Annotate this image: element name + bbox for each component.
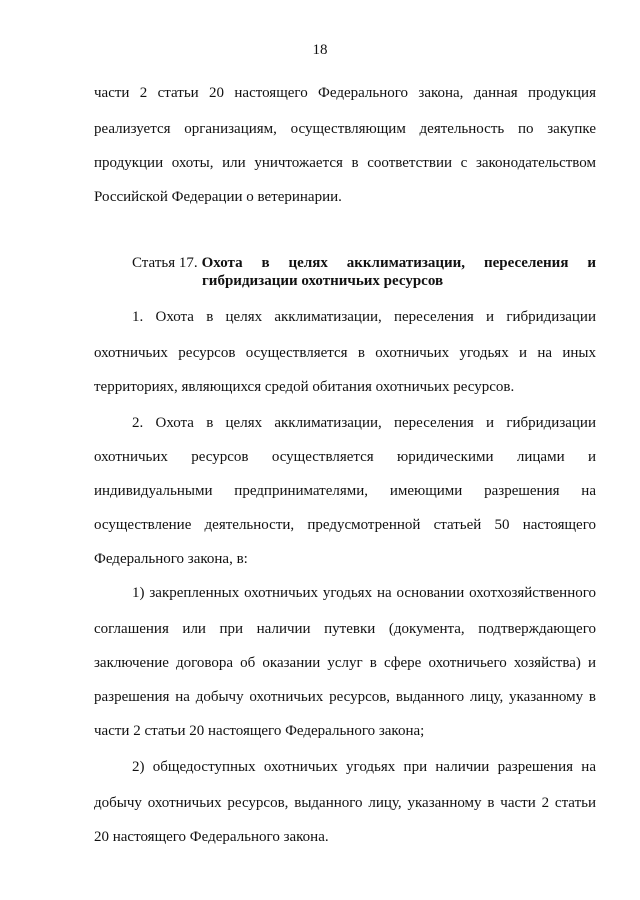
body-line: части 2 статьи 20 настоящего Федерального закона; <box>94 723 425 739</box>
body-line: заключение договора об оказании услуг в сфере охотничьего хозяйства) и <box>94 655 596 671</box>
body-line: 2) общедоступных охотничьих угодьях при наличии разрешения на <box>132 759 596 775</box>
body-line: охотничьих ресурсов осуществляется юридическими лицами и <box>94 449 596 465</box>
body-line: добычу охотничьих ресурсов, выданного лицу, указанному в части 2 статьи <box>94 795 596 811</box>
body-line: индивидуальными предпринимателями, имеющими разрешения на <box>94 483 596 499</box>
body-line: Федерального закона, в: <box>94 551 248 567</box>
body-line: осуществление деятельности, предусмотренной статьей 50 настоящего <box>94 517 596 533</box>
body-line: соглашения или при наличии путевки (документа, подтверждающего <box>94 621 596 637</box>
article-label: Статья 17. <box>132 255 198 271</box>
body-line: охотничьих ресурсов осуществляется в охотничьих угодьях и на иных <box>94 345 596 361</box>
intro-line: Российской Федерации о ветеринарии. <box>94 189 342 205</box>
body-line: разрешения на добычу охотничьих ресурсов, выданного лицу, указанному в <box>94 689 596 705</box>
body-line: территориях, являющихся средой обитания охотничьих ресурсов. <box>94 379 515 395</box>
article-heading <box>132 254 596 290</box>
body-line: 2. Охота в целях акклиматизации, переселения и гибридизации <box>132 415 596 431</box>
intro-line: реализуется организациям, осуществляющим деятельность по закупке <box>94 121 596 137</box>
article-title-line-1: Охота в целях акклиматизации, переселения и <box>201 255 596 271</box>
page-number: 18 <box>312 42 328 58</box>
body-line: 1) закрепленных охотничьих угодьях на основании охотхозяйственного <box>132 585 596 601</box>
article-title-line-2: гибридизации охотничьих ресурсов <box>202 273 444 289</box>
intro-line: части 2 статьи 20 настоящего Федерального закона, данная продукция <box>94 85 596 101</box>
body-line: 1. Охота в целях акклиматизации, переселения и гибридизации <box>132 309 596 325</box>
body-line: 20 настоящего Федерального закона. <box>94 829 329 845</box>
intro-line: продукции охоты, или уничтожается в соответствии с законодательством <box>94 155 596 171</box>
